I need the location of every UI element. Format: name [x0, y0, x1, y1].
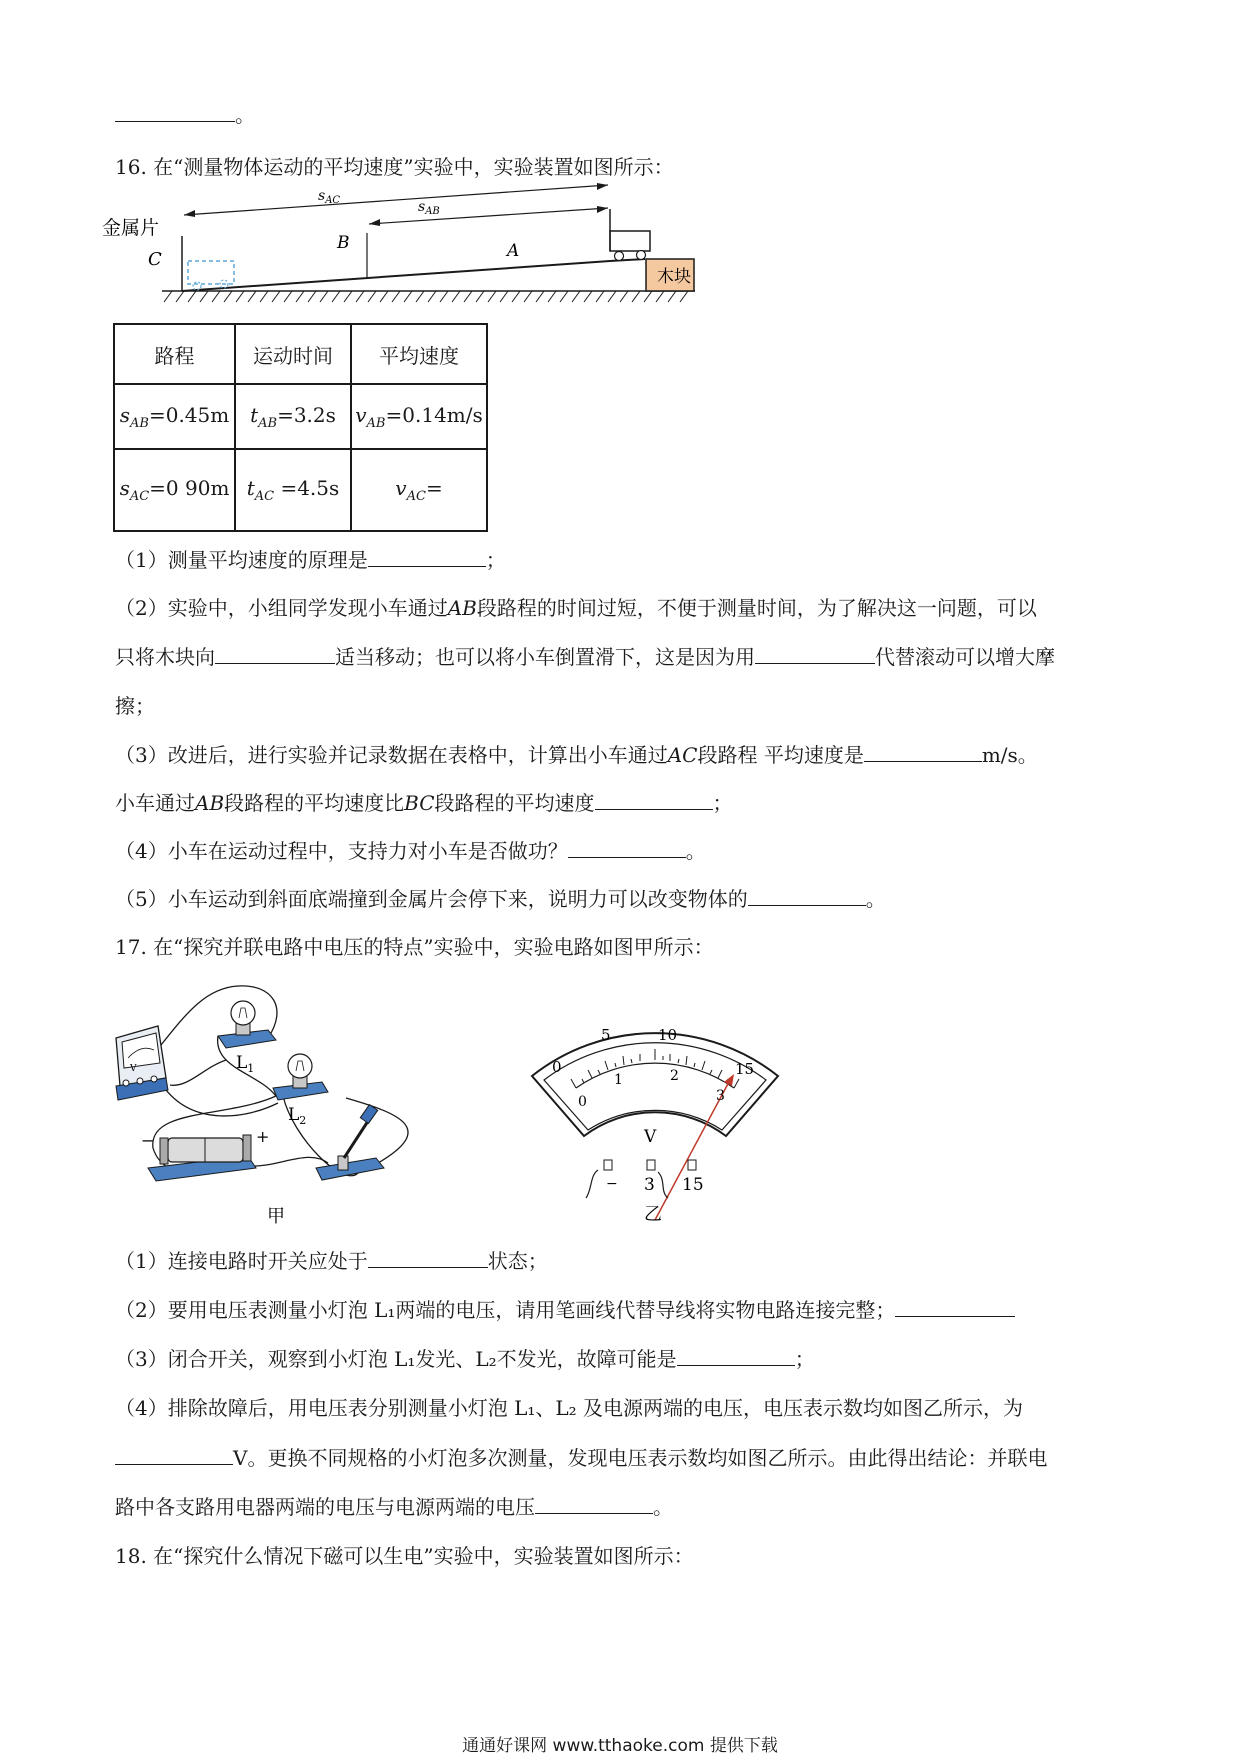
q16-part-2-cont: 只将木块向 适当移动；也可以将小车倒置滑下，这是因为用 代替滚动可以增大摩	[115, 645, 1055, 669]
incline-figure	[100, 178, 700, 313]
incline-surface	[182, 261, 610, 291]
answer-blank[interactable]	[677, 1347, 795, 1366]
bulb-l2	[273, 1054, 328, 1100]
q16-part-2-end: 擦；	[115, 694, 155, 718]
answer-blank[interactable]	[595, 791, 713, 810]
car	[610, 231, 650, 251]
label-s-ac: $s_{AC}$	[318, 188, 341, 206]
label-point-b: B	[337, 233, 350, 253]
table-header: 路程	[114, 324, 235, 384]
answer-blank[interactable]	[368, 548, 486, 567]
q17-part-3: （3）闭合开关，观察到小灯泡 L₁发光、L₂不发光，故障可能是 ；	[115, 1347, 815, 1371]
scale-top-15: 15	[735, 1060, 755, 1078]
q17-stem: 17. 在“探究并联电路中电压的特点”实验中，实验电路如图甲所示：	[115, 935, 714, 959]
q16-part-5: （5）小车运动到斜面底端撞到金属片会停下来，说明力可以改变物体的 。	[115, 887, 886, 911]
table-cell: $s_{AC}=0$ 90m	[114, 449, 235, 531]
label-point-c: C	[148, 249, 162, 270]
q16-part-3-cont: 小车通过AB段路程的平均速度比BC段路程的平均速度 ；	[115, 791, 733, 815]
q16-part-3: （3）改进后，进行实验并记录数据在表格中，计算出小车通过AC段路程 平均速度是 m/s。	[115, 743, 1038, 767]
svg-text:15: 15	[682, 1175, 704, 1195]
answer-blank[interactable]	[895, 1298, 1015, 1317]
svg-text:+: +	[256, 1127, 270, 1146]
answer-blank[interactable]	[755, 645, 875, 664]
answer-blank[interactable]	[115, 1446, 233, 1465]
answer-blank[interactable]	[568, 839, 686, 858]
scale-bottom-1: 1	[614, 1072, 623, 1088]
table-cell: $t_{AC} =4.5s$	[235, 449, 351, 531]
svg-text:−: −	[141, 1131, 155, 1150]
q17-part-2: （2）要用电压表测量小灯泡 L₁两端的电压，请用笔画线代替导线将实物电路连接完整；	[115, 1298, 1015, 1322]
q15-answer-line: 。	[115, 103, 255, 127]
bulb-l1	[218, 1001, 276, 1048]
q16-stem: 16. 在“测量物体运动的平均速度”实验中，实验装置如图所示：	[115, 155, 674, 179]
footer-credit: 通通好课网 www.tthaoke.com 提供下载	[462, 1736, 778, 1756]
answer-blank[interactable]	[115, 103, 235, 122]
q17-part-4-end: 路中各支路用电器两端的电压与电源两端的电压 。	[115, 1495, 673, 1519]
knife-switch	[316, 1105, 384, 1180]
caption-yi: 乙	[644, 1204, 662, 1225]
caption-jia: 甲	[267, 1206, 285, 1226]
q18-stem: 18. 在“探究什么情况下磁可以生电”实验中，实验装置如图所示：	[115, 1544, 694, 1568]
label-s-ab: $s_{AB}$	[418, 199, 440, 217]
answer-blank[interactable]	[864, 743, 982, 762]
scale-bottom-0: 0	[578, 1094, 587, 1110]
q17-part-4: （4）排除故障后，用电压表分别测量小灯泡 L₁、L₂ 及电源两端的电压，电压表示数均如图乙所示，为	[115, 1396, 1024, 1420]
table-cell: $v_{AB}=0.14m/s$	[351, 384, 487, 449]
label-wood-block: 木块	[657, 267, 691, 287]
battery-holder	[141, 1127, 269, 1181]
terminals	[586, 1160, 704, 1198]
answer-blank[interactable]	[215, 645, 335, 664]
table-header: 平均速度	[351, 324, 487, 384]
scale-top-10: 10	[658, 1026, 678, 1044]
answer-blank[interactable]	[368, 1249, 488, 1268]
q16-part-2: （2）实验中，小组同学发现小车通过AB段路程的时间过短，不便于测量时间，为了解决这一问题，可以	[115, 596, 1037, 620]
table-cell: $v_{AC}=$	[351, 449, 487, 531]
label-metal-plate: 金属片	[102, 217, 160, 239]
scale-top-0: 0	[552, 1058, 562, 1076]
label-point-a: A	[507, 241, 520, 261]
unit-v: V	[644, 1127, 657, 1147]
svg-text:−: −	[606, 1176, 618, 1192]
voltmeter-device	[116, 1026, 168, 1100]
q16-part-1: （1）测量平均速度的原理是 ；	[115, 548, 506, 572]
answer-blank[interactable]	[535, 1495, 653, 1514]
data-table	[113, 323, 488, 532]
label-l2: $L_2$	[288, 1105, 307, 1127]
answer-blank[interactable]	[748, 887, 866, 906]
scale-bottom-3: 3	[716, 1088, 725, 1104]
table-cell: $t_{AB}=3.2s$	[235, 384, 351, 449]
q17-part-4-cont: V。更换不同规格的小灯泡多次测量，发现电压表示数均如图乙所示。由此得出结论：并联电	[115, 1446, 1047, 1470]
scale-bottom-2: 2	[670, 1068, 679, 1084]
label-l1: $L_1$	[236, 1053, 255, 1075]
q16-part-4: （4）小车在运动过程中，支持力对小车是否做功？ 。	[115, 839, 706, 863]
voltmeter-dial-yi	[520, 1010, 790, 1232]
svg-text:V: V	[130, 1064, 137, 1074]
q17-part-1: （1）连接电路时开关应处于 状态；	[115, 1249, 548, 1273]
table-header: 运动时间	[235, 324, 351, 384]
scale-top-5: 5	[601, 1026, 611, 1044]
svg-text:3: 3	[644, 1175, 655, 1195]
circuit-figure-jia	[108, 978, 438, 1226]
table-cell: $s_{AB}=0.45m$	[114, 384, 235, 449]
